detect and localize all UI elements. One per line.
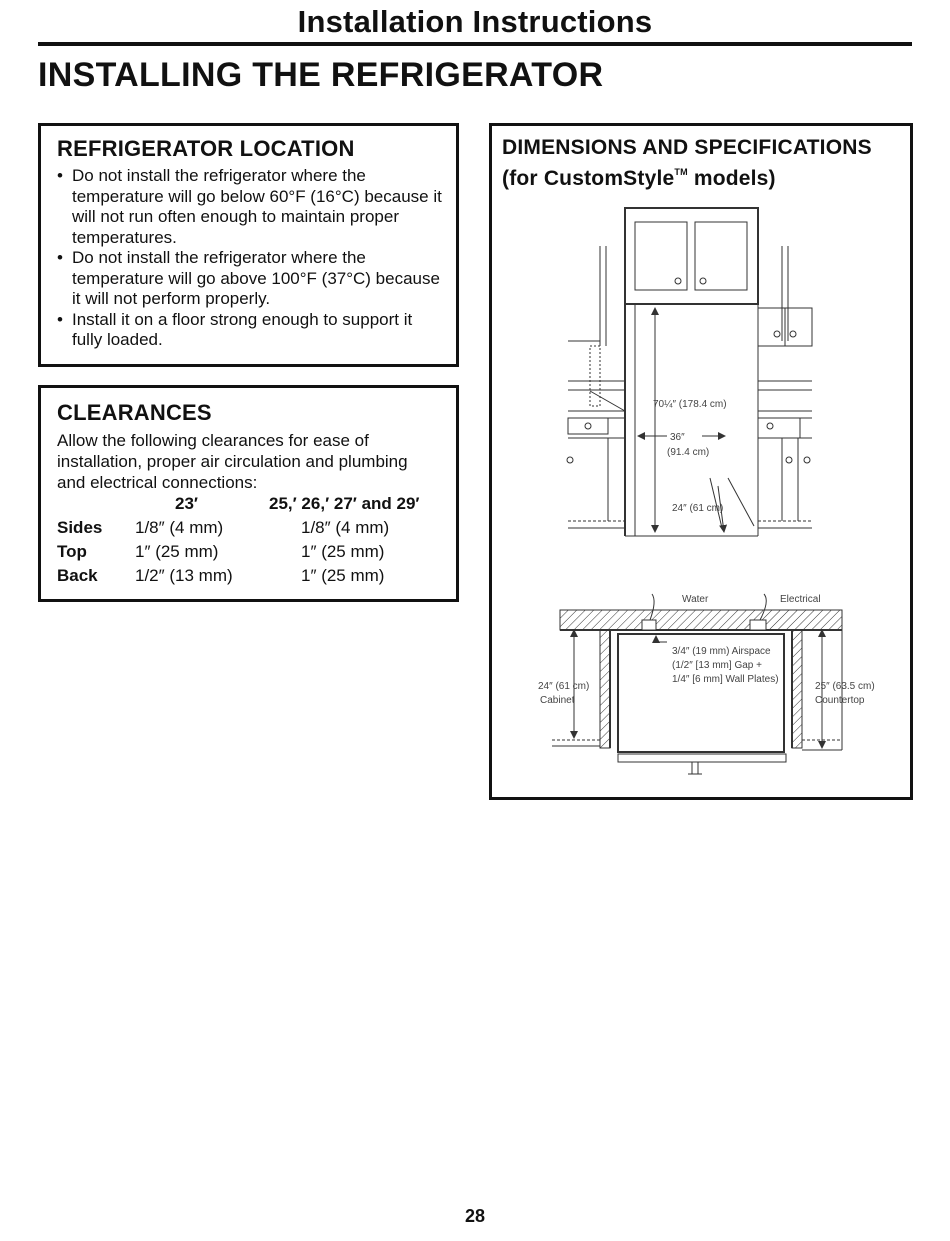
- airspace-leader: [656, 636, 667, 642]
- depth-label: 24″ (61 cm): [672, 503, 724, 514]
- dimensions-heading-line1: DIMENSIONS AND SPECIFICATIONS: [502, 136, 872, 159]
- row-value-25-29: 1″ (25 mm): [301, 542, 385, 561]
- cabinet-knob: [675, 278, 681, 284]
- row-label: Back: [57, 566, 98, 585]
- row-value-25-29: 1″ (25 mm): [301, 566, 385, 585]
- row-label: Sides: [57, 518, 103, 537]
- clearances-col-25-29: 25,′ 26,′ 27′ and 29′: [269, 494, 420, 513]
- location-heading: REFRIGERATOR LOCATION: [57, 136, 355, 161]
- airspace-label-3: 1/4″ [6 mm] Wall Plates): [672, 674, 779, 685]
- clearances-box: [38, 385, 459, 602]
- door-outline: [618, 754, 786, 762]
- heading-model-pre: (for CustomStyle: [502, 167, 675, 190]
- clearances-col-23: 23′: [175, 494, 198, 513]
- cabinet-label-1: 24″ (61 cm): [538, 681, 590, 692]
- airspace-label-1: 3/4″ (19 mm) Airspace: [672, 646, 771, 657]
- airspace-label-2: (1/2″ [13 mm] Gap +: [672, 660, 762, 671]
- countertop-label-2: Countertop: [815, 695, 865, 706]
- location-bullet: • Do not install the refrigerator where the temperature will go below 60°F (16°C) because it will not run often enough to maintain proper temperatures.: [57, 166, 447, 248]
- width-cm-label: (91.4 cm): [667, 447, 710, 458]
- heading-model-post: models): [687, 167, 776, 190]
- countertop-label-1: 25″ (63.5 cm): [815, 681, 875, 692]
- row-label: Top: [57, 542, 87, 561]
- cabinet-knob: [700, 278, 706, 284]
- row-value-23: 1/8″ (4 mm): [135, 518, 224, 537]
- location-bullets: [57, 166, 447, 351]
- header-title: Installation Instructions: [297, 4, 653, 39]
- location-box: [38, 123, 459, 367]
- width-label: 36″: [670, 432, 685, 443]
- row-value-23: 1″ (25 mm): [135, 542, 219, 561]
- row-value-25-29: 1/8″ (4 mm): [301, 518, 390, 537]
- installation-diagram: [492, 126, 910, 797]
- electrical-label: Electrical: [780, 594, 821, 605]
- dimensions-box: [489, 123, 913, 800]
- trademark-mark: TM: [674, 167, 688, 177]
- cabinet-door-right: [695, 222, 747, 290]
- height-label: 70¼″ (178.4 cm): [653, 399, 727, 410]
- water-label: Water: [682, 594, 709, 605]
- cabinet-label-2: Cabinet: [540, 695, 575, 706]
- location-bullet: • Install it on a floor strong enough to support it fully loaded.: [57, 310, 447, 351]
- row-value-23: 1/2″ (13 mm): [135, 566, 233, 585]
- page-title: INSTALLING THE REFRIGERATOR: [38, 56, 604, 94]
- clearances-intro: Allow the following clearances for ease of installation, proper air circulation and plumbing and electrical connections:: [57, 431, 408, 492]
- cabinet-door-left: [635, 222, 687, 290]
- front-view: [567, 208, 812, 536]
- location-bullet: • Do not install the refrigerator where the temperature will go above 100°F (37°C) because it will not perform properly.: [57, 248, 447, 310]
- page-number: 28: [464, 1206, 486, 1226]
- header-rule: [38, 42, 912, 46]
- clearances-heading: CLEARANCES: [57, 400, 212, 425]
- wall-hatch: [560, 610, 842, 630]
